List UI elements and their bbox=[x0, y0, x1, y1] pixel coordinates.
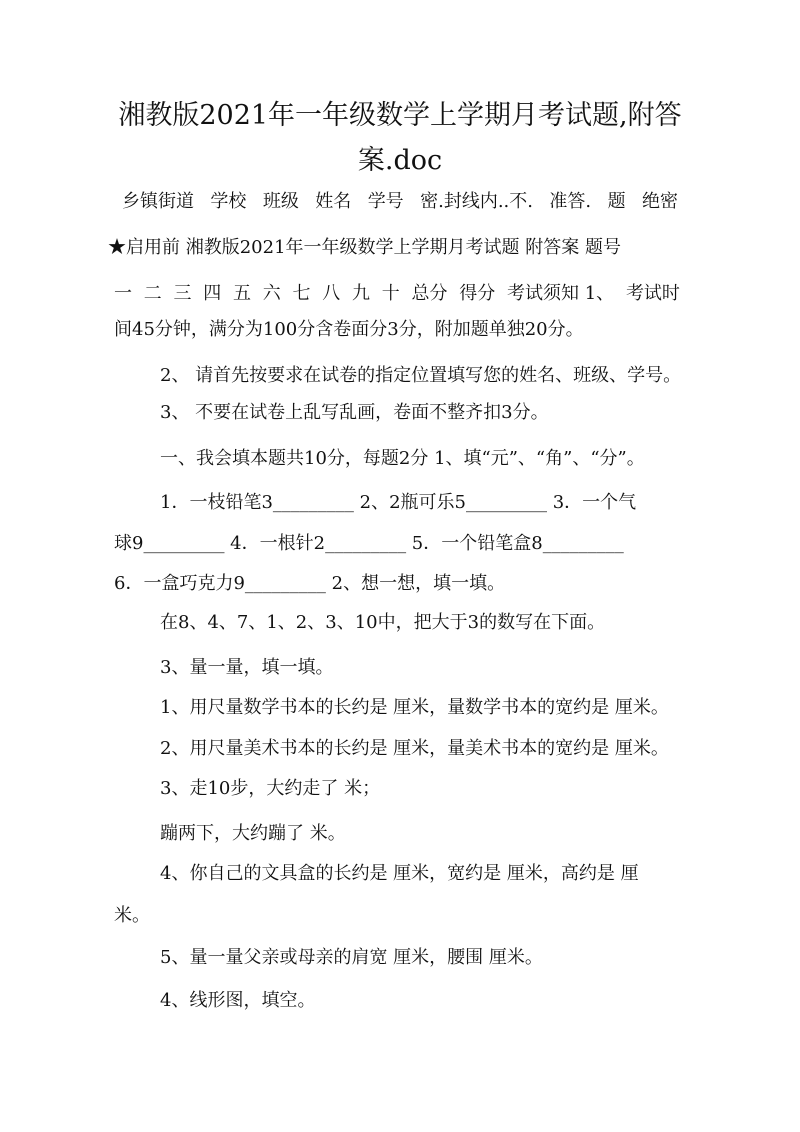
header-word: 一 bbox=[114, 283, 132, 304]
header-word: 题 bbox=[607, 191, 626, 212]
header-word: 考试时 bbox=[625, 283, 680, 304]
header-line-3 bbox=[114, 281, 680, 307]
header-word: 二 bbox=[143, 283, 162, 304]
header-word: 三 bbox=[173, 283, 192, 304]
question-3-item-3: 3、走10步，大约走了 米； bbox=[160, 778, 381, 799]
question-4-heading: 4、线形图，填空。 bbox=[160, 990, 316, 1011]
header-word: 姓名 bbox=[315, 191, 352, 212]
header-word: 九 bbox=[352, 283, 370, 304]
header-word: 密.封线内..不. bbox=[420, 191, 533, 212]
header-word: 乡镇街道 bbox=[122, 191, 194, 212]
question-3-heading: 3、量一量，填一填。 bbox=[160, 657, 334, 678]
question-3-item-4-cont: 米。 bbox=[114, 905, 150, 926]
header-word: 六 bbox=[262, 283, 281, 304]
header-word: 准答. bbox=[549, 191, 592, 212]
question-1-line-3: 6．一盒巧克力9_________ 2、想一想，填一填。 bbox=[114, 573, 506, 594]
notice-2: 2、 请首先按要求在试卷的指定位置填写您的姓名、班级、学号。 bbox=[160, 365, 682, 386]
header-word: 考试须知 1、 bbox=[507, 283, 615, 304]
header-word: 班级 bbox=[262, 191, 299, 212]
document-title-line-1: 湘教版2021年一年级数学上学期月考试题,附答 bbox=[118, 100, 682, 131]
question-3-item-4: 4、你自己的文具盒的长约是 厘米，宽约是 厘米，高约是 厘 bbox=[160, 863, 639, 884]
document-title-line-2: 案.doc bbox=[357, 145, 443, 176]
question-3-item-5: 5、量一量父亲或母亲的肩宽 厘米，腰围 厘米。 bbox=[160, 947, 543, 968]
header-word: 绝密 bbox=[642, 191, 678, 212]
question-2-text: 在8、4、7、1、2、3、10中，把大于3的数写在下面。 bbox=[160, 612, 606, 633]
question-1-line-2: 球9_________ 4．一根针2_________ 5．一个铅笔盒8_________ bbox=[114, 533, 624, 554]
header-word: 十 bbox=[381, 283, 400, 304]
notice-3: 3、 不要在试卷上乱写乱画，卷面不整齐扣3分。 bbox=[160, 402, 549, 423]
header-word: 学号 bbox=[367, 191, 404, 212]
header-word: 八 bbox=[322, 283, 341, 304]
header-line-4: 间45分钟，满分为100分含卷面分3分，附加题单独20分。 bbox=[114, 319, 584, 340]
header-word: 五 bbox=[233, 283, 251, 304]
question-3-item-1: 1、用尺量数学书本的长约是 厘米，量数学书本的宽约是 厘米。 bbox=[160, 697, 669, 718]
header-line-2: ★启用前 湘教版2021年一年级数学上学期月考试题 附答案 题号 bbox=[108, 237, 621, 258]
section-1-heading: 一、我会填本题共10分，每题2分 1、填“元”、“角”、“分”。 bbox=[160, 448, 645, 469]
header-word: 得分 bbox=[459, 283, 496, 304]
question-1-line-1: 1．一枝铅笔3_________ 2、2瓶可乐5_________ 3．一个气 bbox=[160, 492, 637, 513]
header-word: 七 bbox=[292, 283, 311, 304]
header-word: 学校 bbox=[210, 191, 247, 212]
header-word: 四 bbox=[203, 283, 222, 304]
header-word: 总分 bbox=[411, 283, 448, 304]
header-line-1 bbox=[122, 189, 678, 215]
question-3-item-2: 2、用尺量美术书本的长约是 厘米，量美术书本的宽约是 厘米。 bbox=[160, 738, 669, 759]
question-3-item-3b: 蹦两下，大约蹦了 米。 bbox=[160, 823, 346, 844]
